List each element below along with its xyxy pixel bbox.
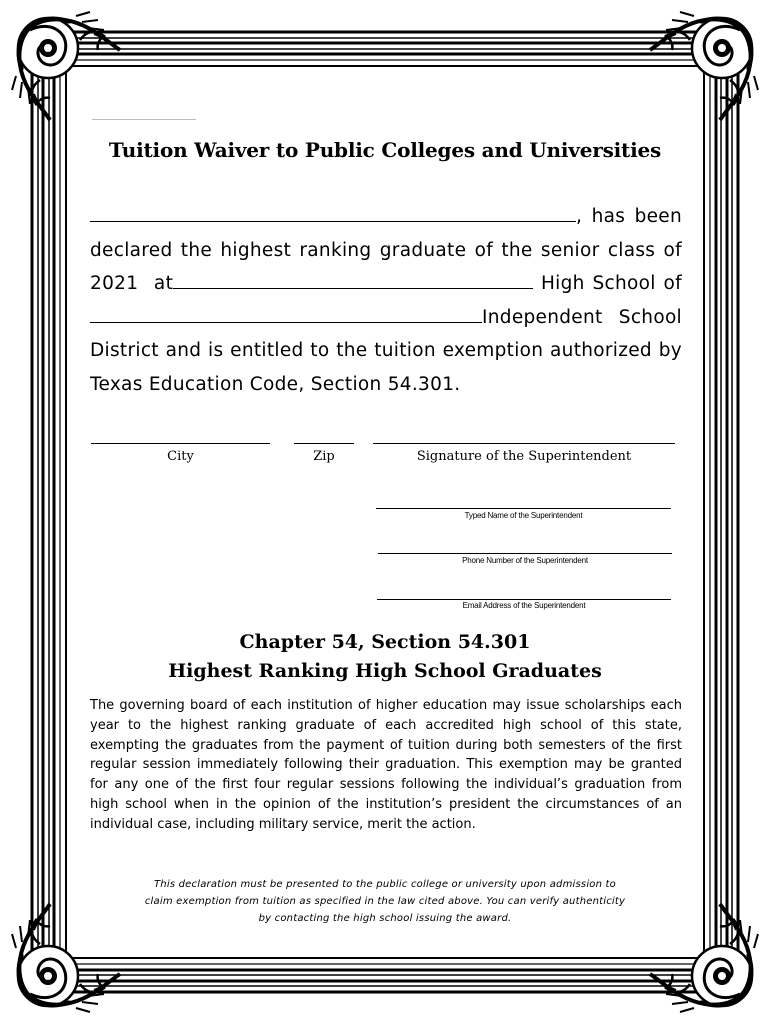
chapter-heading-line-2: Highest Ranking High School Graduates [168, 660, 602, 682]
chapter-heading [70, 628, 700, 686]
statute-paragraph: The governing board of each institution of higher education may issue scholarships each year to the highest ranking graduate of each accredited high school of this state, exempting the graduates from the payment of tuition during both semesters of the first regular session immediately following their graduation. This exemption may be granted for any one of the first four regular sessions following the individual’s graduation from high school when in the opinion of the institution’s president the circumstances of an individual case, including military service, merit the action. [90, 698, 682, 832]
city-label: City [167, 449, 194, 464]
phone-field[interactable] [378, 553, 672, 554]
declaration-line-6: Texas Education Code, Section 54.301. [90, 373, 461, 395]
email-label: Email Address of the Superintendent [462, 601, 586, 610]
chapter-heading-line-1: Chapter 54, Section 54.301 [239, 631, 531, 653]
zip-field[interactable] [294, 443, 354, 444]
top-rule [92, 119, 196, 120]
footnote-line-3: by contacting the high school issuing the award. [258, 913, 512, 924]
city-field[interactable] [91, 443, 270, 444]
zip-label: Zip [313, 449, 335, 464]
declaration-line-2: declared the highest ranking graduate of the senior class of [90, 239, 682, 261]
phone-label: Phone Number of the Superintendent [462, 556, 588, 565]
high-school-field[interactable] [173, 268, 533, 289]
declaration-line-1: , has been [90, 200, 682, 234]
declaration-paragraph [90, 200, 682, 401]
signature-label: Signature of the Superintendent [416, 449, 632, 464]
declaration-line-3: 2021 at High School of [90, 267, 682, 301]
declaration-line-4: Independent School [90, 301, 682, 335]
typed-name-field[interactable] [376, 508, 671, 509]
declaration-line-5: District and is entitled to the tuition exemption authorized by [90, 340, 682, 361]
document-title: Tuition Waiver to Public Colleges and Universities [108, 138, 662, 162]
footnote-line-1: This declaration must be presented to the public college or university upon admission to [154, 879, 616, 890]
school-district-field[interactable] [90, 302, 482, 323]
footnote [100, 876, 670, 927]
footnote-line-2: claim exemption from tuition as specified in the law cited above. You can verify authenticity [144, 896, 626, 907]
graduate-name-field[interactable] [90, 201, 576, 222]
signature-field[interactable] [373, 443, 675, 444]
typed-name-label: Typed Name of the Superintendent [464, 511, 583, 520]
email-field[interactable] [377, 599, 671, 600]
